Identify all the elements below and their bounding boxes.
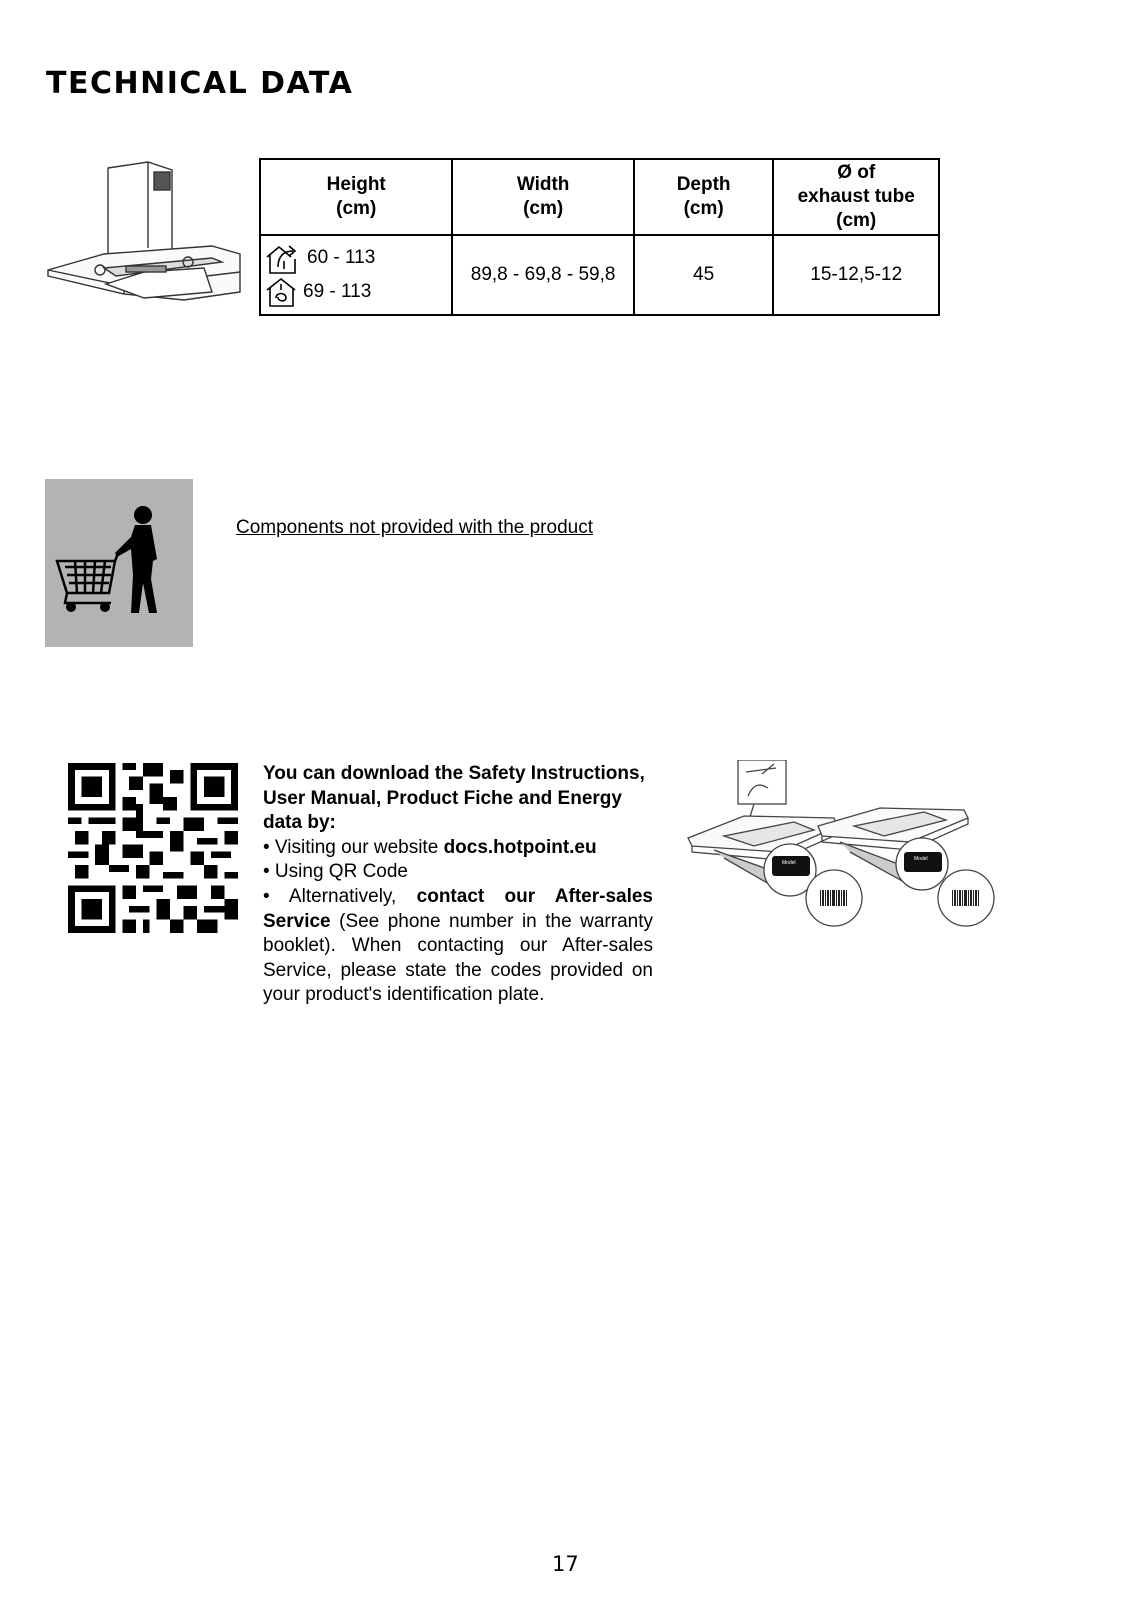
height-recirculation-value: 69 - 113 bbox=[303, 281, 372, 302]
page-number: 17 bbox=[552, 1552, 579, 1576]
height-extraction-value: 60 - 113 bbox=[307, 247, 376, 268]
header-width: Width (cm) bbox=[452, 159, 633, 235]
plate-model-label-right: Model bbox=[914, 856, 928, 862]
download-instructions bbox=[263, 762, 653, 1008]
website-link[interactable]: docs.hotpoint.eu bbox=[443, 836, 597, 858]
table-row bbox=[260, 235, 939, 315]
cell-height bbox=[260, 235, 452, 315]
header-depth: Depth (cm) bbox=[634, 159, 774, 235]
header-exhaust-tube: Ø of exhaust tube (cm) bbox=[773, 159, 939, 235]
qr-code bbox=[68, 763, 238, 933]
download-intro: You can download the Safety Instructions, User Manual, Product Fiche and Energy data by: bbox=[263, 763, 645, 834]
technical-data-table bbox=[259, 158, 940, 316]
table-header-row bbox=[260, 159, 939, 235]
shopping-person-icon bbox=[45, 479, 193, 647]
after-sales-details: (See phone number in the warranty booklet). When contacting our After-sales Service, please state the codes provided on your product's identification plate. bbox=[263, 910, 653, 1006]
after-sales-service: contact our After-sales Service bbox=[263, 885, 653, 932]
bullet-qr-code: • Using QR Code bbox=[263, 861, 408, 883]
cooker-hood-illustration bbox=[44, 158, 254, 310]
bullet-website-label: • Visiting our website bbox=[263, 836, 444, 858]
page-title: TECHNICAL DATA bbox=[46, 66, 354, 101]
identification-plate-illustration bbox=[684, 760, 1014, 940]
cell-exhaust-tube: 15-12,5-12 bbox=[773, 235, 939, 315]
cell-width: 89,8 - 69,8 - 59,8 bbox=[452, 235, 633, 315]
recirculation-house-icon bbox=[265, 276, 299, 308]
cell-depth: 45 bbox=[634, 235, 774, 315]
extraction-house-icon bbox=[265, 241, 303, 275]
bullet-alternatively: • Alternatively, bbox=[263, 885, 417, 907]
plate-model-label-left: Model bbox=[782, 860, 796, 866]
header-height: Height (cm) bbox=[260, 159, 452, 235]
components-note: Components not provided with the product bbox=[236, 517, 593, 538]
